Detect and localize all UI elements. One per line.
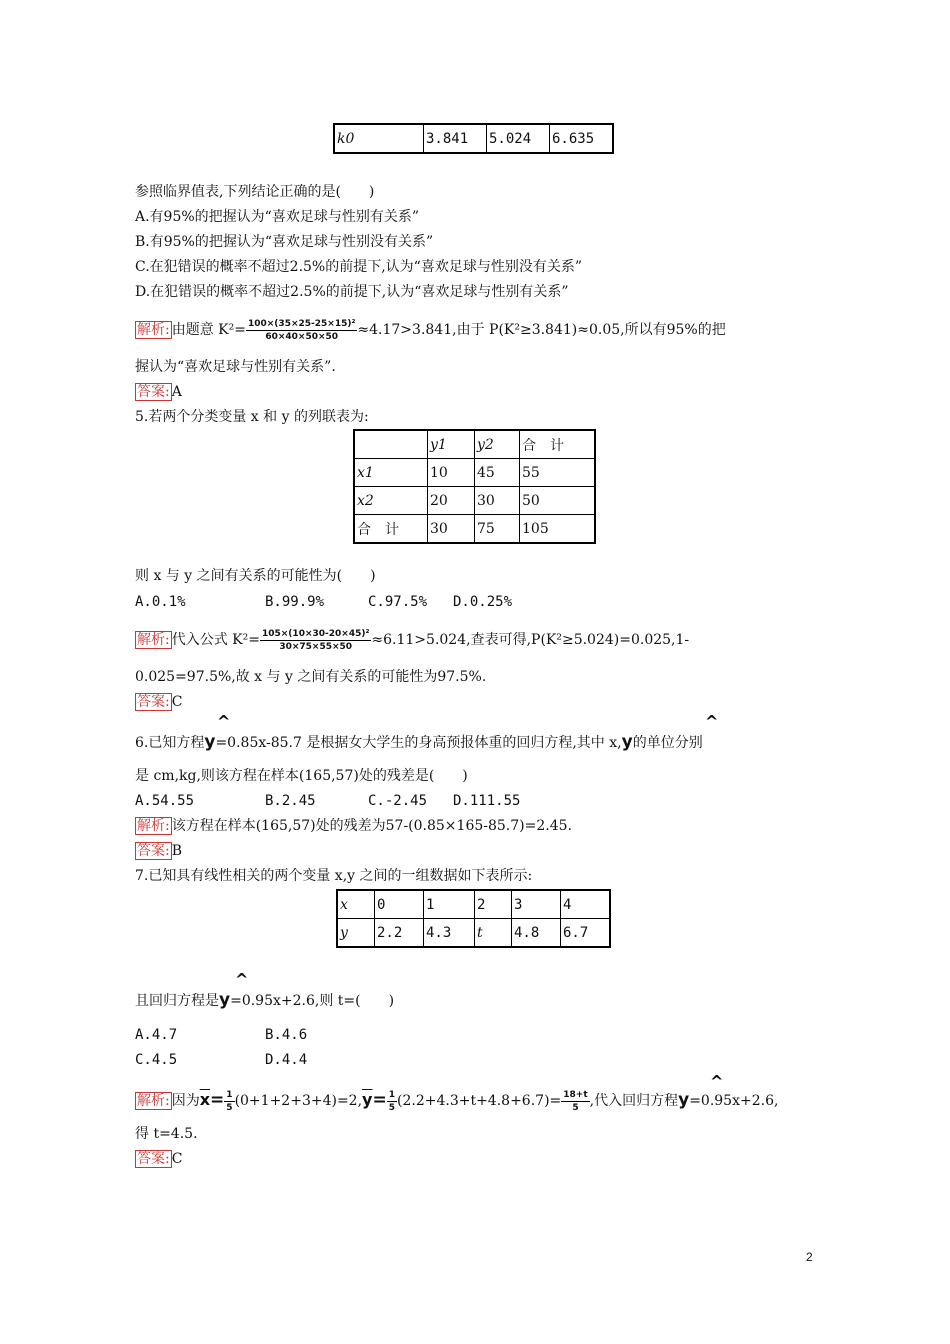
analysis-tag: 解析: [137, 818, 170, 834]
q6-stem-line2: 是 cm,kg,则该方程在样本(165,57)处的残差是( ) [135, 768, 468, 784]
fraction [224, 1089, 234, 1114]
table-cell: 4.3 [424, 919, 475, 948]
table-cell: 3.841 [424, 124, 487, 153]
table-cell: 5.024 [487, 124, 550, 153]
table-cell: 3 [512, 890, 561, 919]
q7-answer [135, 1149, 182, 1169]
q5-option-d: D.0.25% [453, 594, 513, 610]
q7-option-d: D.4.4 [265, 1052, 308, 1068]
table-cell: 0 [375, 890, 424, 919]
table-cell: 105 [520, 515, 596, 544]
q7-analysis-line2: 得 t=4.5. [135, 1126, 198, 1142]
q5-analysis [135, 622, 689, 658]
equals: = [372, 1090, 387, 1110]
q5-option-a: A.0.1% [135, 594, 186, 610]
equals: = [210, 1090, 225, 1110]
denominator: 60×40×50×50 [265, 331, 339, 342]
analysis-text: 因为 [171, 1093, 200, 1109]
fraction [387, 1089, 397, 1114]
q4-analysis-line2: 握认为“喜欢足球与性别有关系”. [135, 359, 336, 375]
table-cell [354, 430, 428, 459]
table-row [337, 890, 610, 919]
denominator: 30×75×55×50 [279, 641, 353, 652]
analysis-text: ≈6.11>5.024,查表可得,P(K²≥5.024)=0.025,1- [371, 632, 690, 648]
numerator: 105×(10×30-20×45)² [261, 628, 370, 639]
q6-option-d: D.111.55 [453, 793, 521, 809]
analysis-text: (2.2+4.3+t+4.8+6.7)= [397, 1093, 562, 1109]
table-cell: y2 [475, 430, 520, 459]
analysis-text: ≈4.17>3.841,由于 P(K²≥3.841)≈0.05,所以有95%的把 [357, 322, 726, 338]
q6-analysis [135, 816, 572, 836]
q5-option-c: C.97.5% [368, 594, 428, 610]
q6-option-b: B.2.45 [265, 793, 316, 809]
q6-stem [135, 732, 703, 753]
numerator: 100×(35×25-25×15)² [247, 318, 356, 329]
critical-value-table [333, 123, 614, 154]
table-cell: y [337, 919, 375, 948]
table-cell: x [337, 890, 375, 919]
numerator: 18+t [563, 1089, 588, 1100]
table-cell: 6.7 [561, 919, 611, 948]
table-row [354, 515, 595, 544]
table-row [354, 459, 595, 487]
analysis-text: 由题意 K²= [171, 322, 246, 338]
table-cell: x2 [354, 487, 428, 515]
table-cell: 30 [475, 487, 520, 515]
denominator: 5 [388, 1102, 395, 1113]
hat-symbol: ^ [710, 1072, 724, 1091]
q5-analysis-line2: 0.025=97.5%,故 x 与 y 之间有关系的可能性为97.5%. [135, 669, 487, 685]
analysis-tag: 解析: [137, 322, 170, 338]
analysis-text: (0+1+2+3+4)=2, [234, 1093, 363, 1109]
table-cell: 1 [424, 890, 475, 919]
x-bar: $\overline{x}$ [199, 1090, 211, 1109]
page-number: 2 [806, 1250, 813, 1264]
question-text: 且回归方程是 [135, 993, 219, 1009]
q6-option-a: A.54.55 [135, 793, 195, 809]
analysis-tag: 解析: [137, 1093, 170, 1109]
data-table [336, 889, 611, 948]
table-row [334, 124, 613, 153]
q4-option-a: A.有95%的把握认为“喜欢足球与性别有关系” [135, 209, 419, 225]
q7-option-c: C.4.5 [135, 1052, 178, 1068]
numerator: 1 [388, 1089, 395, 1100]
formula-fraction [260, 628, 371, 653]
table-row [354, 487, 595, 515]
denominator: 5 [572, 1102, 579, 1113]
q5-question: 则 x 与 y 之间有关系的可能性为( ) [135, 568, 376, 584]
q7-option-a: A.4.7 [135, 1027, 178, 1043]
analysis-text: 该方程在样本(165,57)处的残差为57-(0.85×165-85.7)=2.45. [171, 818, 572, 834]
fraction [561, 1089, 589, 1114]
q7-option-b: B.4.6 [265, 1027, 308, 1043]
q4-option-c: C.在犯错误的概率不超过2.5%的前提下,认为“喜欢足球与性别没有关系” [135, 259, 582, 275]
denominator: 5 [226, 1102, 233, 1113]
q4-answer [135, 382, 182, 402]
stem-text: 的单位分别 [632, 735, 703, 751]
answer-tag: 答案: [137, 384, 170, 400]
hat-symbol: ^ [217, 712, 231, 731]
table-cell: 20 [428, 487, 475, 515]
analysis-text: ,代入回归方程 [589, 1093, 679, 1109]
y-hat: y [678, 1090, 690, 1110]
table-cell: 75 [475, 515, 520, 544]
y-hat: y [204, 732, 216, 752]
numerator: 1 [226, 1089, 233, 1100]
y-bar: $\overline{y}$ [362, 1090, 373, 1109]
y-hat: y [219, 990, 231, 1010]
table-cell: t [475, 919, 512, 948]
table-cell: 45 [475, 459, 520, 487]
q6-answer [135, 841, 182, 861]
table-cell: 10 [428, 459, 475, 487]
q5-answer [135, 692, 182, 712]
hat-symbol: ^ [235, 970, 249, 989]
question-text: =0.95x+2.6,则 t=( ) [230, 993, 395, 1009]
q4-analysis [135, 312, 726, 348]
answer-tag: 答案: [137, 843, 170, 859]
analysis-text: 代入公式 K²= [171, 632, 260, 648]
table-cell: k0 [334, 124, 424, 153]
answer-tag: 答案: [137, 1151, 170, 1167]
table-cell: 6.635 [550, 124, 614, 153]
answer-value: B [171, 843, 183, 859]
q7-analysis [135, 1082, 778, 1119]
stem-text: =0.85x-85.7 是根据女大学生的身高预报体重的回归方程,其中 x, [215, 735, 622, 751]
y-hat: y [621, 732, 633, 752]
table-cell: y1 [428, 430, 475, 459]
contingency-table [353, 429, 596, 544]
table-cell: 合 计 [520, 430, 596, 459]
table-row [337, 919, 610, 948]
table-cell: 2 [475, 890, 512, 919]
answer-value: A [171, 384, 182, 400]
q5-stem: 5.若两个分类变量 x 和 y 的列联表为: [135, 409, 369, 425]
table-cell: 4.8 [512, 919, 561, 948]
table-cell: 50 [520, 487, 596, 515]
q7-stem: 7.已知具有线性相关的两个变量 x,y 之间的一组数据如下表所示: [135, 868, 533, 884]
q4-option-d: D.在犯错误的概率不超过2.5%的前提下,认为“喜欢足球与性别有关系” [135, 284, 569, 300]
analysis-tag: 解析: [137, 632, 170, 648]
table-cell: x1 [354, 459, 428, 487]
answer-value: C [171, 694, 183, 710]
q4-option-b: B.有95%的把握认为“喜欢足球与性别没有关系” [135, 234, 434, 250]
q4-stem: 参照临界值表,下列结论正确的是( ) [135, 184, 375, 200]
table-cell: 合 计 [354, 515, 428, 544]
q6-option-c: C.-2.45 [368, 793, 428, 809]
formula-fraction [246, 318, 357, 343]
hat-symbol: ^ [705, 712, 719, 731]
table-cell: 4 [561, 890, 611, 919]
q5-option-b: B.99.9% [265, 594, 325, 610]
stem-text: 6.已知方程 [135, 735, 205, 751]
table-cell: 2.2 [375, 919, 424, 948]
analysis-text: =0.95x+2.6, [689, 1093, 779, 1109]
answer-value: C [171, 1151, 183, 1167]
q7-question [135, 990, 394, 1011]
table-cell: 55 [520, 459, 596, 487]
answer-tag: 答案: [137, 694, 170, 710]
table-cell: 30 [428, 515, 475, 544]
table-row [354, 430, 595, 459]
